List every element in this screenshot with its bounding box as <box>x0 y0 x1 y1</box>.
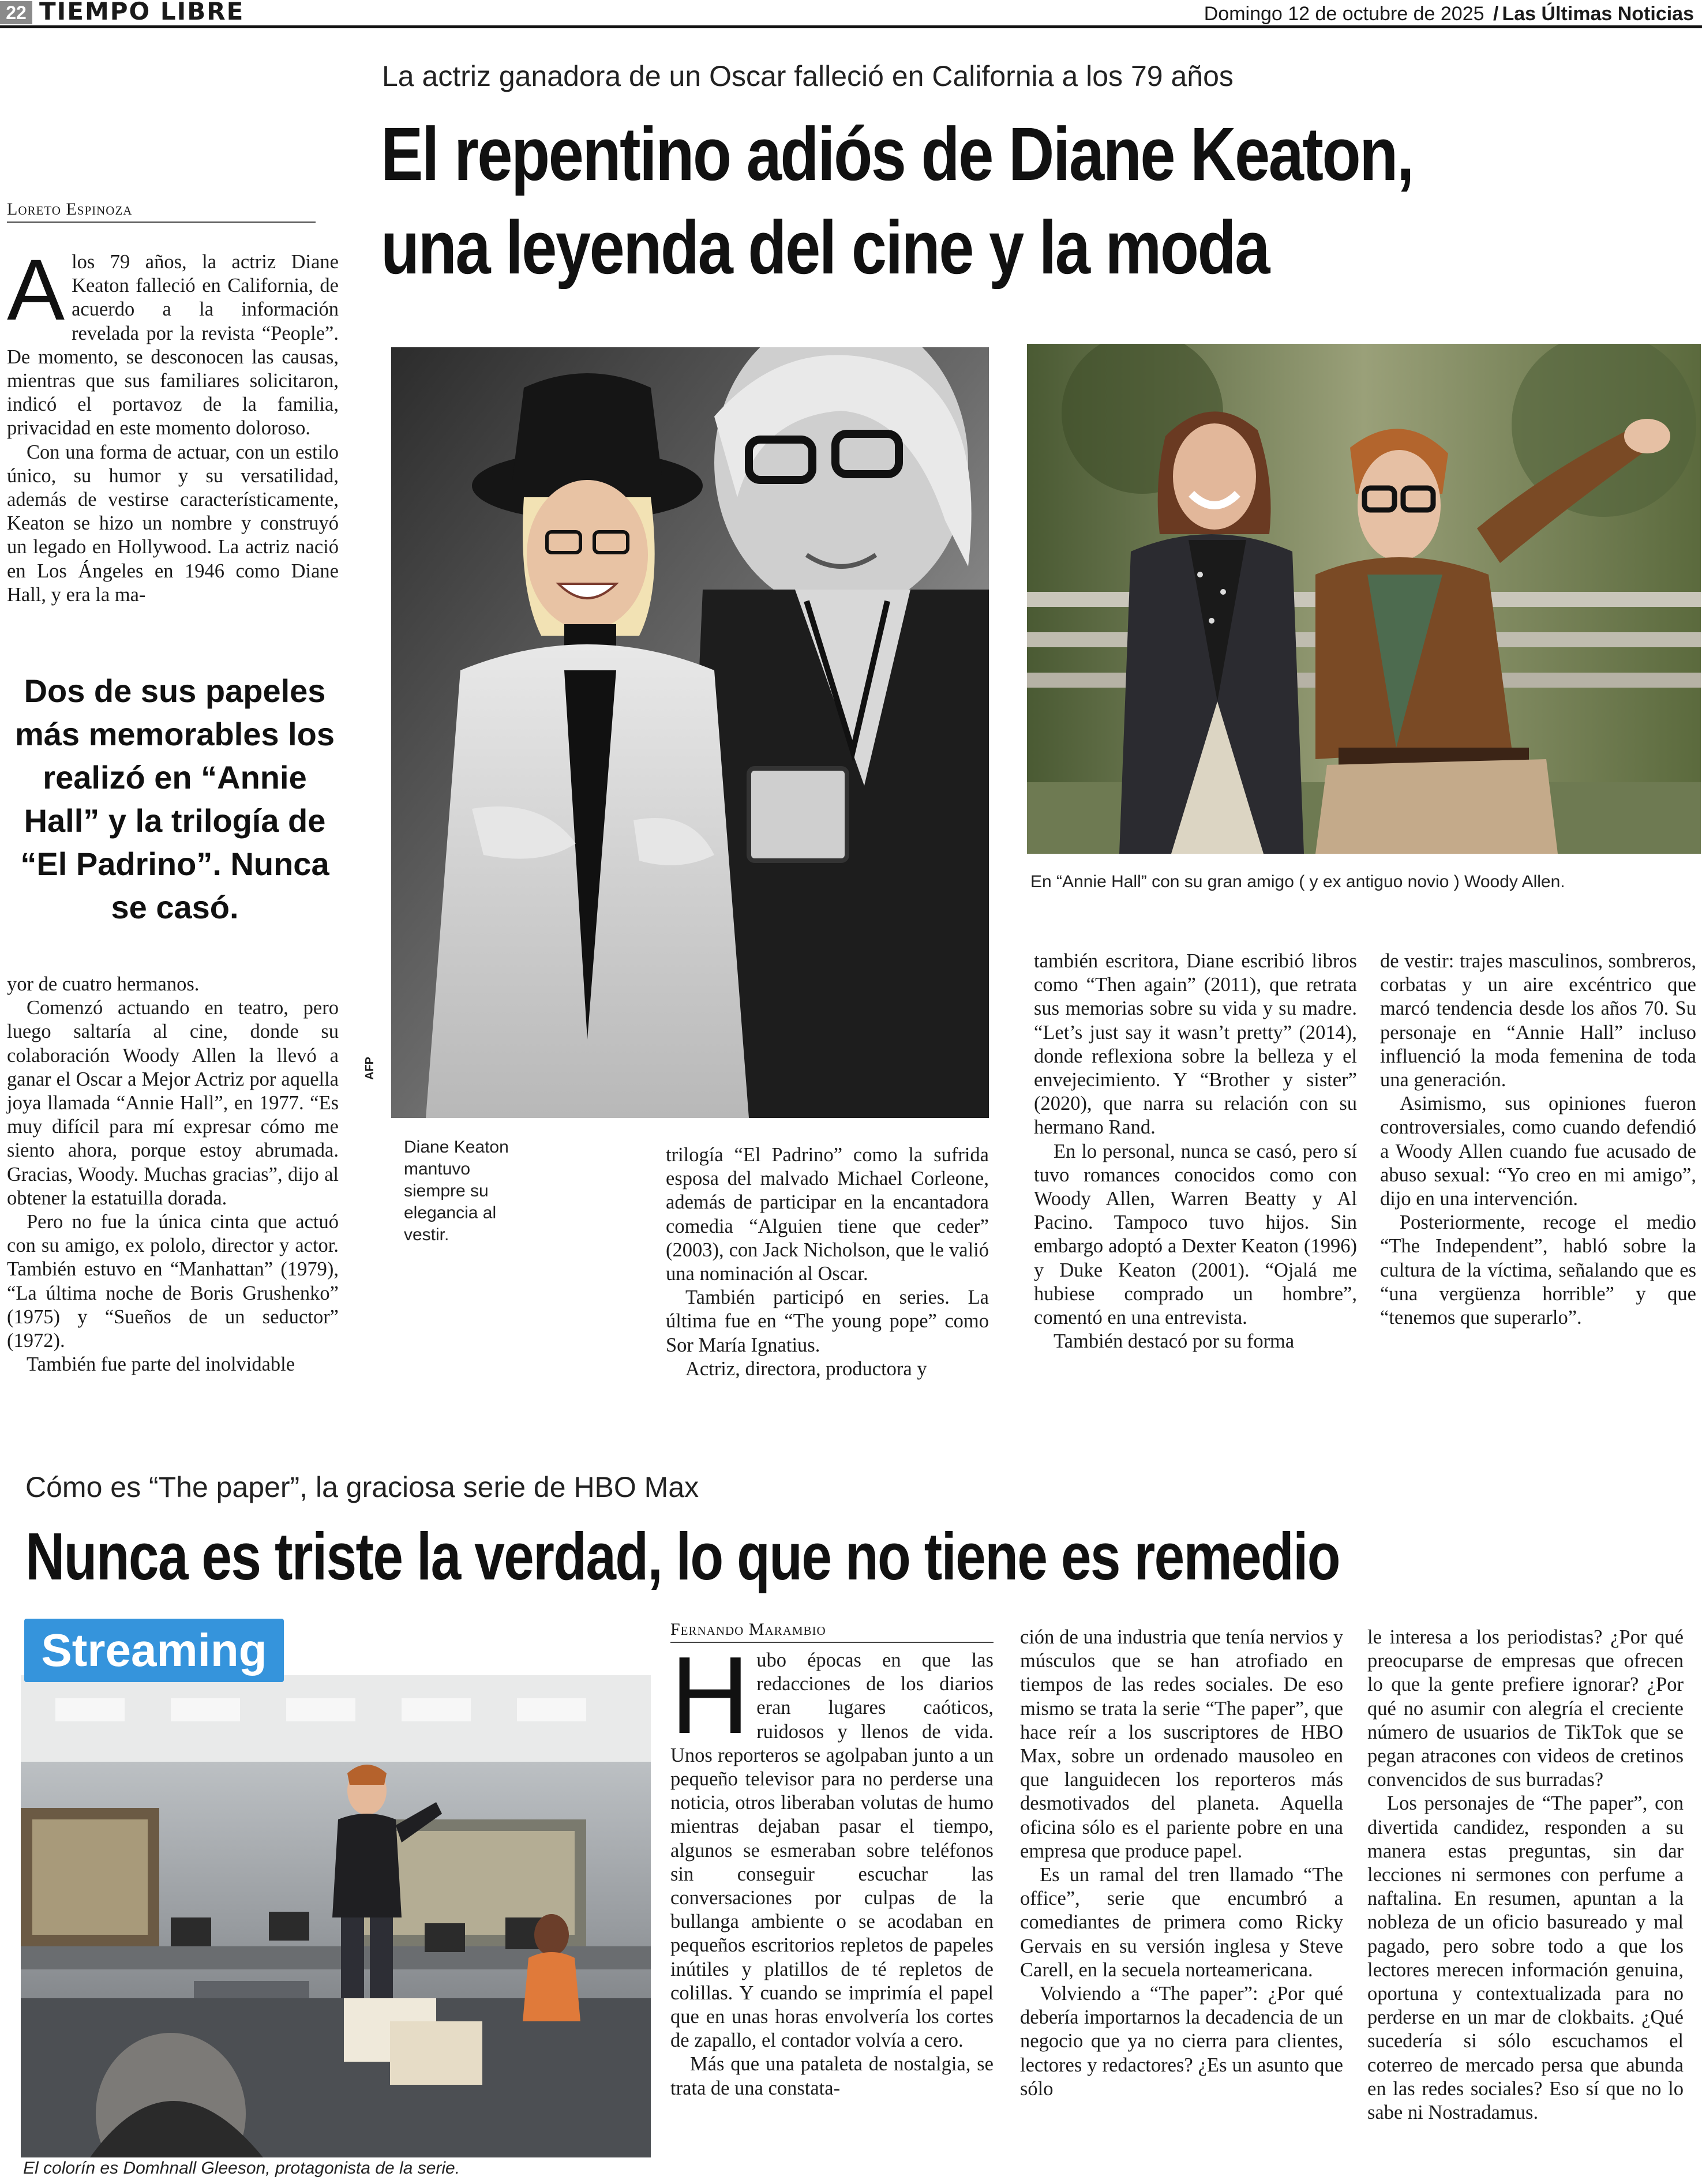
article1-kicker: La actriz ganadora de un Oscar falleció en California a los 79 años <box>382 60 1234 92</box>
article1-col3-p3: También destacó por su forma <box>1054 1330 1295 1353</box>
article2-col1 <box>670 1634 994 2100</box>
article1-col1b-p2: Comenzó actuando en teatro, pero luego saltaría al cine, donde su colaboración Woody Allen la llevó a ganar el Oscar a Mejor Actriz por aquella joya llamada “Annie Hall”, en 1977. “Es muy difícil para mí expresar cómo me siento ahora, porque estoy abrumada. Gracias, Woody. Muchas gracias”, dijo al obtener la estatuilla dorada. <box>7 997 339 1209</box>
article2-col2 <box>1020 1626 1343 2101</box>
article1-col1b-p3: Pero no fue la única cinta que actuó con su amigo, ex pololo, director y actor. También estuvo en “Manhattan” (1979), “La última noche de Boris Grushenko” (1975) y “Sueños de un seductor” (1972). <box>7 1211 339 1352</box>
article1-col1b-p1: yor de cuatro hermanos. <box>7 973 200 995</box>
article1-col1-p1: los 79 años, la actriz Diane Keaton falleció en California, de acuerdo a la información revelada por la revista “People”. De momento, se desconocen las causas, mientras que sus familiares solicitaron, indicó el portavoz de la familia, privacidad en este momento doloroso. <box>7 251 339 440</box>
streaming-badge: Streaming <box>24 1619 284 1682</box>
article1-col4-p1: de vestir: trajes masculinos, sombreros, corbatas y un aire excéntrico que marcó tendencia desde los años 70. Su personaje en “Annie Hall” incluso influenció la moda femenina de toda una generación. <box>1380 950 1696 1091</box>
article1-col2-p1: trilogía “El Padrino” como la sufrida esposa del malvado Michael Corleone, además de participar en la encantadora comedia “Alguien tiene que ceder” (2003), con Jack Nicholson, que le valió una nominación al Oscar. <box>666 1144 989 1285</box>
photo1-credit: AFP <box>363 1057 376 1080</box>
article1-col1-top <box>7 241 339 607</box>
article1-col4-p2: Asimismo, sus opiniones fueron controversiales, como cuando defendió a Woody Allen cuando fue acusado de abuso sexual: “Yo creo en mi amigo”, dijo en una intervención. <box>1380 1093 1696 1210</box>
header-date-line <box>1204 2 1694 25</box>
article2-col3 <box>1367 1626 1684 2125</box>
article2-col2-p2: Es un ramal del tren llamado “The office”, serie que encumbró a comediantes de primera como Ricky Gervais en su versión inglesa y Steve Carell, en la secuela norteamericana. <box>1020 1864 1343 1981</box>
page-number: 22 <box>0 1 32 24</box>
newsroom-illustration <box>21 1675 651 2157</box>
article2-byline: Fernando Marambio <box>670 1620 994 1643</box>
article1-col1-p2: Con una forma de actuar, con un estilo único, su humor y su versatilidad, además de vestirse característicamente, Keaton se hizo un nombre y construyó un legado en Hollywood. La actriz nació en Los Ángeles en 1946 como Diane Hall, y era la ma- <box>7 441 339 606</box>
article1-headline <box>381 107 1413 294</box>
article1-col1b-p4: También fue parte del inolvidable <box>27 1353 295 1376</box>
photo3-caption: El colorín es Domhnall Gleeson, protagonista de la serie. <box>23 2159 460 2178</box>
article2-col1-p2: Más que una pataleta de nostalgia, se trata de una constata- <box>670 2053 994 2099</box>
article2-dropcap: H <box>670 1634 750 1757</box>
the-paper-photo <box>21 1675 651 2157</box>
header-date: Domingo 12 de octubre de 2025 <box>1204 3 1484 25</box>
article2-headline: Nunca es triste la verdad, lo que no tiene es remedio <box>25 1519 1340 1594</box>
header-separator: / <box>1493 3 1499 25</box>
article2-kicker: Cómo es “The paper”, la graciosa serie de HBO Max <box>25 1471 699 1503</box>
article1-col4-p3: Posteriormente, recoge el medio “The Independent”, habló sobre la cultura de la víctima, señalando que es “una vergüenza horrible” y que “tenemos que superarlo”. <box>1380 1211 1696 1329</box>
article2-col3-p2: Los personajes de “The paper”, con divertida candidez, responden a su manera estas preguntas, sin dar lecciones ni sermones con perfume a naftalina. En resumen, apuntan a la nobleza de un oficio basureado y mal pagado, pero sobre todo a que los lectores merecen información genuina, oportuna y contextualizada para no perderse en un mar de clokbaits. ¿Qué sucedería si sólo escuchamos el coterreo de mercado persa que abunda en las redes sociales? Eso sí que no lo sabe ni Nostradamus. <box>1367 1792 1684 2124</box>
article1-col2-p2: También participó en series. La última fue en “The young pope” como Sor María Ignatius. <box>666 1286 989 1356</box>
diane-keaton-illustration <box>391 347 989 1118</box>
article1-headline-line2: una leyenda del cine y la moda <box>381 205 1269 290</box>
photo2-caption: En “Annie Hall” con su gran amigo ( y ex antiguo novio ) Woody Allen. <box>1030 872 1565 891</box>
article1-col2 <box>666 1143 989 1381</box>
section-title: TIEMPO LIBRE <box>39 0 245 25</box>
paper-name: Las Últimas Noticias <box>1502 3 1694 25</box>
photo1-caption: Diane Keaton mantuvo siempre su elegancia al vestir. <box>404 1138 509 1244</box>
article1-col2-p3: Actriz, directora, productora y <box>685 1357 927 1380</box>
article1-dropcap: A <box>7 241 65 338</box>
article2-col2-p1: ción de una industria que tenía nervios y músculos que se han atrofiado en tiempos de las redes sociales. De eso mismo se trata la serie “The paper”, que hace reír a los suscriptores de HBO Max, sobre un ordenado mausoleo en que languidecen los reporteros más desmotivados del planeta. Aquella oficina sólo es el pariente pobre en una empresa que produce papel. <box>1020 1626 1343 1862</box>
article2-col2-p3: Volviendo a “The paper”: ¿Por qué debería importarnos la decadencia de un negocio que ya no cierra para clientes, lectores y redactores? ¿Es un asunto que sólo <box>1020 1983 1343 2100</box>
header-rule <box>0 25 1702 28</box>
article1-pullquote: Dos de sus papeles más memorables los realizó en “Annie Hall” y la trilogía de “El Padrino”. Nunca se casó. <box>14 673 335 925</box>
article1-col3 <box>1034 950 1357 1353</box>
article1-headline-line1: El repentino adiós de Diane Keaton, <box>381 111 1413 196</box>
article1-col1-bottom <box>7 973 339 1376</box>
article2-col3-p1: le interesa a los periodistas? ¿Por qué preocuparse de empresas que ofrecen lo que la gente prefiere ignorar? ¿Por qué no asumir con alegría el creciente número de usuarios de TikTok que se pegan atracones con videos de cretinos convencidos de sus burradas? <box>1367 1626 1684 1791</box>
diane-keaton-photo <box>391 347 989 1118</box>
article1-col3-p1: también escritora, Diane escribió libros como “Then again” (2011), que retrata sus memorias sobre su vida y su madre. “Let’s just say it wasn’t pretty” (2014), donde reflexiona sobre la belleza y el envejecimiento. Y “Brother y sister” (2020), que narra su relación con su hermano Rand. <box>1034 950 1357 1139</box>
article1-col3-p2: En lo personal, nunca se casó, pero sí tuvo romances conocidos como con Woody Allen, Warren Beatty y Al Pacino. Tampoco tuvo hijos. Sin embargo adoptó a Dexter Keaton (1996) y Duke Keaton (2001). “Ojalá me hubiese comprado un hombre”, comentó en una entrevista. <box>1034 1140 1357 1329</box>
article1-col4 <box>1380 950 1696 1330</box>
annie-hall-illustration <box>1027 344 1701 854</box>
annie-hall-photo <box>1027 344 1701 854</box>
article2-col1-p1: ubo épocas en que las redacciones de los diarios eran lugares caóticos, ruidosos y llenos de vida. Unos reporteros se agolpaban junto a un pequeño televisor para no perderse una noticia, otros liberaban volutas de humo mientras dejaban pasar el tiempo, algunos se esmeraban sobre teléfonos sin conseguir escuchar las conversaciones por culpas de la bullanga ambiente o se acodaban en pequeños escritorios repletos de papeles inútiles y platillos de té repletos de colillas. Y cuando se imprimía el papel que en unas horas envolvería los cortes de zapallo, el contador volvía a cero. <box>670 1649 994 2052</box>
page-header <box>0 0 1702 25</box>
article1-byline: Loreto Espinoza <box>7 200 316 223</box>
